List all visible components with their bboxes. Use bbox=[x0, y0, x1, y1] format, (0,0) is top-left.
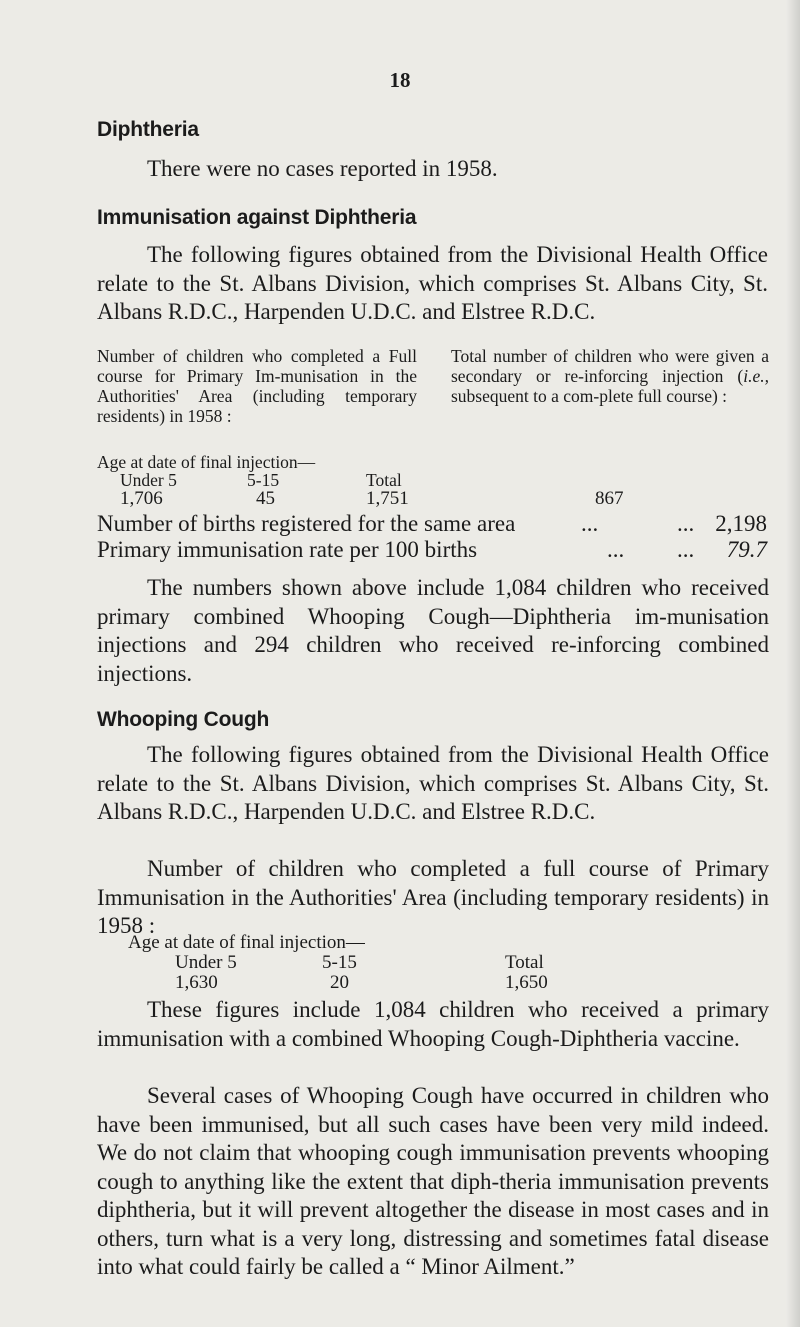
heading-immunisation: Immunisation against Diphtheria bbox=[97, 206, 417, 229]
whooping-value-total: 1,650 bbox=[505, 972, 548, 993]
whooping-col-under-5: Under 5 bbox=[175, 952, 237, 973]
heading-whooping-cough: Whooping Cough bbox=[97, 708, 270, 731]
whooping-intro: The following figures obtained from the Divisional Health Office relate to the St. Albans Division, which comprises St. Albans City, St. Albans R.D.C., Harpenden U.D.C. and Elstree R.D.C. bbox=[97, 742, 769, 824]
whooping-age-label: Age at date of final injection— bbox=[128, 932, 365, 953]
whooping-closing-text: Several cases of Whooping Cough have occurred in children who have been immunised, but all such cases have been very mild indeed. We do not claim that whooping cough immunisation prevents whooping cough to anything like the extent that diph-theria immunisation prevents diphtheria, but it will prevent altogether the disease in most cases and in others, turn what is a very long, distressing and sometimes fatal disease into what could fairly be called a “ Minor Ailment.” bbox=[97, 1083, 769, 1279]
immunisation-intro: The following figures obtained from the Divisional Health Office relate to the St. Albans Division, which comprises St. Albans City, St. Albans R.D.C., Harpenden U.D.C. and Elstree R.D.C. bbox=[97, 242, 768, 324]
births-label: Number of births registered for the same area bbox=[97, 511, 516, 536]
value-reinforcing: 867 bbox=[595, 488, 624, 509]
page-edge-shadow bbox=[786, 0, 800, 1327]
combined-injections-note: The numbers shown above include 1,084 children who received primary combined Whooping Cough—Diphtheria im-munisation injections and 294 children who received re-inforcing combined injections. bbox=[97, 575, 769, 686]
col-total: Total bbox=[366, 470, 402, 490]
rate-dots: ... bbox=[607, 537, 625, 562]
value-total: 1,751 bbox=[366, 488, 409, 509]
births-dots: ... bbox=[581, 511, 599, 536]
births-value: 2,198 bbox=[715, 511, 767, 536]
primary-course-description: Number of children who completed a Full course for Primary Im-munisation in the Authorities' Area (including temporary residents) in 1958 : bbox=[97, 346, 417, 426]
col-5-15: 5-15 bbox=[247, 470, 280, 490]
births-dots-2: ... bbox=[677, 511, 695, 536]
rate-label: Primary immunisation rate per 100 births bbox=[97, 537, 478, 562]
rate-dots-2: ... bbox=[677, 537, 695, 562]
whooping-col-5-15: 5-15 bbox=[322, 952, 357, 973]
col-under-5: Under 5 bbox=[120, 470, 177, 490]
value-5-15: 45 bbox=[256, 488, 275, 509]
page-number: 18 bbox=[389, 68, 411, 92]
reinforcing-description: Total number of children who were given a secondary or re-inforcing injection (i.e., subsequent to a com-plete full course) : bbox=[451, 346, 769, 406]
whooping-col-total: Total bbox=[505, 952, 544, 973]
age-label: Age at date of final injection— bbox=[97, 452, 316, 472]
whooping-include-text: These figures include 1,084 children who received a primary immunisation with a combined Whooping Cough-Diphtheria vaccine. bbox=[97, 997, 769, 1051]
heading-diphtheria: Diphtheria bbox=[97, 118, 199, 141]
value-under-5: 1,706 bbox=[120, 488, 163, 509]
whooping-value-5-15: 20 bbox=[330, 972, 349, 993]
whooping-value-under-5: 1,630 bbox=[175, 972, 218, 993]
whooping-count-text: Number of children who completed a full course of Primary Immunisation in the Authorities' Area (including temporary residents) in 1958 : bbox=[97, 856, 769, 938]
rate-value: 79.7 bbox=[726, 537, 767, 562]
diphtheria-text: There were no cases reported in 1958. bbox=[147, 156, 498, 181]
